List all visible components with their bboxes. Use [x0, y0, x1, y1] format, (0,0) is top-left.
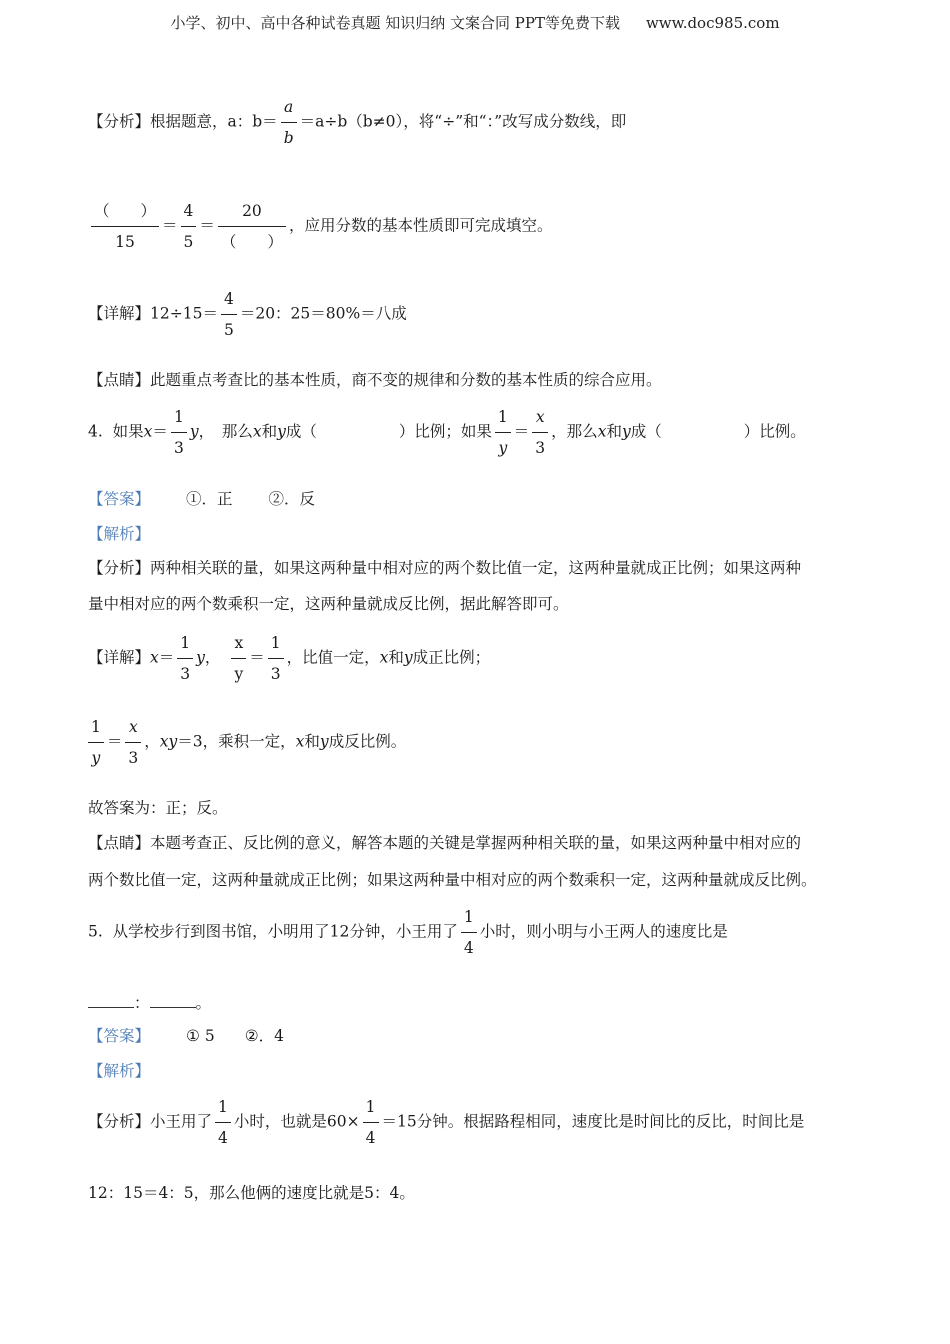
analysis-tag: 【分析】 — [88, 112, 151, 131]
q4-text: 如果 — [112, 422, 144, 441]
q4-text: 和 — [261, 422, 278, 441]
colon: ： — [134, 994, 150, 1012]
fraction-equation-line — [88, 200, 552, 253]
detail-text: 12÷15＝ — [150, 304, 218, 323]
frac-den: y — [498, 439, 508, 457]
frac-num: 1 — [495, 406, 511, 433]
analysis-text: ＝15分钟。根据路程相同，速度比是时间比的反比，时间比是 — [381, 1112, 805, 1131]
equals: ＝ — [199, 216, 215, 235]
answer-item-1: ①．正 — [186, 490, 233, 508]
fraction-1-3 — [171, 406, 187, 459]
var-y: y — [196, 648, 205, 667]
equals: ＝ — [162, 216, 178, 235]
answer-5 — [88, 1025, 284, 1047]
fraction-x-3 — [532, 406, 548, 459]
detail-text: ，比值一定， — [286, 648, 380, 667]
var-y: y — [277, 422, 286, 441]
var-x: x — [379, 648, 389, 667]
final-answer-4: 故答案为：正；反。 — [88, 799, 228, 817]
answer-item-1: ① 5 — [186, 1027, 215, 1045]
comment-4-line-2: 两个数比值一定，这两种量就成正比例；如果这两种量中相对应的两个数乘积一定，这两种量就成反比例。 — [88, 871, 817, 889]
frac-num: 1 — [88, 716, 104, 743]
detail-4-line-2 — [88, 716, 406, 769]
fraction-1-y — [495, 406, 511, 459]
analysis-text-2: ＝a÷b（b≠0），将“÷”和“：”改写成分数线，即 — [299, 112, 627, 131]
q4-text: ）比例；如果 — [398, 422, 492, 441]
answer-4 — [88, 488, 315, 510]
var-y: y — [403, 648, 413, 667]
fraction-4-5 — [221, 288, 237, 341]
detail-tag: 【详解】 — [88, 304, 151, 323]
frac-den: y — [234, 665, 244, 683]
fraction-1-4 — [461, 906, 477, 959]
equals: ＝ — [152, 422, 168, 441]
detail-text: 和 — [304, 732, 320, 751]
comment-line-3 — [88, 369, 662, 391]
frac-num: 4 — [181, 200, 197, 227]
q4-text: 成（ — [630, 422, 662, 441]
analysis-5-line-1 — [88, 1096, 804, 1149]
var-y: y — [189, 422, 199, 441]
analysis-5-line-2: 12：15＝4：5，那么他俩的速度比就是5：4。 — [88, 1184, 415, 1202]
detail-text: ＝3，乘积一定， — [177, 732, 296, 751]
question-5 — [88, 906, 728, 959]
equals: ＝ — [106, 732, 123, 751]
frac-num: 1 — [215, 1096, 231, 1123]
detail-text: 成反比例。 — [328, 732, 407, 751]
var-y: y — [319, 732, 329, 751]
q4-text: ）比例。 — [743, 422, 806, 441]
frac-num: a — [281, 96, 297, 123]
fraction-1-4b — [363, 1096, 379, 1149]
fraction-1-y — [88, 716, 104, 769]
frac-den: 4 — [463, 939, 474, 957]
detail-4-line-1 — [88, 632, 490, 685]
detail-tag: 【详解】 — [88, 648, 151, 667]
q4-text: 和 — [606, 422, 622, 441]
var-x: x — [295, 732, 305, 751]
q4-text: ， 那么 — [198, 422, 253, 441]
detail-text: 成正比例； — [412, 648, 491, 667]
frac-den: 3 — [173, 439, 184, 457]
frac-num: 1 — [268, 632, 284, 659]
analysis-text: 小时，也就是60× — [233, 1112, 360, 1131]
fraction-x-3 — [125, 716, 141, 769]
frac-den: b — [283, 129, 294, 147]
frac-num: 1 — [461, 906, 477, 933]
fraction-1-4 — [215, 1096, 231, 1149]
frac-num: x — [231, 632, 246, 659]
frac-den: 3 — [270, 665, 281, 683]
var-y: y — [621, 422, 631, 441]
period: 。 — [195, 994, 212, 1012]
frac-den: 5 — [183, 233, 194, 251]
frac-num: （ ） — [91, 200, 159, 227]
analysis-text: 根据题意，a：b＝ — [150, 112, 278, 131]
var-x: x — [143, 422, 153, 441]
equation-text: ，应用分数的基本性质即可完成填空。 — [288, 216, 553, 235]
question-number: 4. — [88, 422, 103, 441]
analysis-4-line-2: 量中相对应的两个数乘积一定，这两种量就成反比例，据此解答即可。 — [88, 595, 569, 613]
frac-num: x — [125, 716, 141, 743]
frac-den: 5 — [223, 321, 234, 339]
frac-den: （ ） — [220, 233, 283, 251]
frac-den: 3 — [180, 665, 191, 683]
frac-num: 1 — [171, 406, 187, 433]
var-xy: xy — [159, 732, 178, 751]
frac-den: y — [91, 749, 101, 767]
frac-num: 1 — [177, 632, 193, 659]
answer-item-2: ②．4 — [244, 1027, 284, 1045]
equals: ＝ — [249, 648, 265, 667]
frac-den: 3 — [128, 749, 139, 767]
fraction-4-5 — [181, 200, 197, 253]
frac-den: 3 — [535, 439, 546, 457]
frac-den: 15 — [115, 233, 135, 251]
equals: ＝ — [158, 648, 175, 667]
q4-text: ，那么 — [551, 422, 598, 441]
fraction-x-y — [231, 632, 246, 685]
header-text: 小学、初中、高中各种试卷真题 知识归纳 文案合同 PPT等免费下载 — [170, 14, 620, 32]
detail-text: ， — [144, 732, 160, 751]
comment-text: 此题重点考查比的基本性质，商不变的规律和分数的基本性质的综合应用。 — [150, 371, 662, 389]
frac-num: 20 — [218, 200, 286, 227]
answer-item-2: ②．反 — [268, 490, 316, 508]
var-x: x — [252, 422, 262, 441]
answer-blank-2[interactable] — [150, 993, 196, 1008]
explanation-tag-5: 【解析】 — [88, 1062, 151, 1080]
comment-text: 本题考查正、反比例的意义，解答本题的关键是掌握两种相关联的量，如果这两种量中相对应的 — [150, 834, 802, 852]
header-url[interactable]: www.doc985.com — [645, 14, 780, 32]
comment-tag: 【点睛】 — [88, 834, 151, 852]
answer-blank-1[interactable] — [88, 993, 134, 1008]
analysis-text: 两种相关联的量，如果这两种量中相对应的两个数比值一定，这两种量就成正比例；如果这两种 — [150, 559, 802, 577]
var-x: x — [150, 648, 159, 667]
detail-text-2: ＝20：25＝80%＝八成 — [239, 304, 407, 323]
comma: ， — [204, 648, 221, 667]
question-5-blanks — [88, 992, 211, 1014]
frac-num: 1 — [363, 1096, 379, 1123]
fraction-a-b — [281, 96, 297, 149]
analysis-text: 小王用了 — [150, 1112, 213, 1131]
explanation-tag-4: 【解析】 — [88, 525, 151, 543]
question-number: 5. — [88, 922, 103, 941]
fraction-20-blank — [218, 200, 286, 253]
q5-text: 小时，则小明与小王两人的速度比是 — [479, 922, 728, 941]
q5-text: 从学校步行到图书馆，小明用了12分钟，小王用了 — [112, 922, 458, 941]
analysis-line-1 — [88, 96, 626, 149]
frac-num: x — [532, 406, 548, 433]
q4-text: 成（ — [285, 422, 317, 441]
frac-den: 4 — [365, 1129, 376, 1147]
fraction-1-3 — [177, 632, 193, 685]
analysis-tag: 【分析】 — [88, 1112, 151, 1131]
detail-text: 和 — [388, 648, 404, 667]
analysis-4-line-1 — [88, 557, 801, 579]
frac-num: 4 — [221, 288, 237, 315]
answer-tag: 【答案】 — [88, 490, 151, 508]
page-header — [0, 12, 950, 33]
frac-den: 4 — [218, 1129, 228, 1147]
fraction-blank-15 — [91, 200, 159, 253]
answer-tag: 【答案】 — [88, 1027, 151, 1045]
var-x: x — [597, 422, 607, 441]
fraction-1-3b — [268, 632, 284, 685]
equals: ＝ — [513, 422, 530, 441]
comment-tag: 【点睛】 — [88, 371, 151, 389]
analysis-tag: 【分析】 — [88, 559, 151, 577]
comment-4-line-1 — [88, 832, 801, 854]
detail-line-3 — [88, 288, 407, 341]
question-4 — [88, 406, 806, 459]
